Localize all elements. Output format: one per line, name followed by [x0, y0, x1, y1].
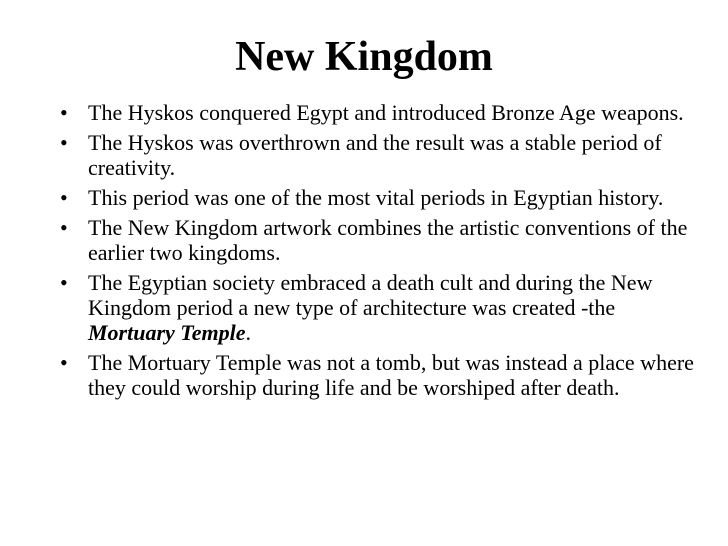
- slide-title: New Kingdom: [235, 34, 493, 80]
- bullet-text: This period was one of the most vital periods in Egyptian history.: [88, 185, 664, 210]
- bullet-item: [60, 270, 700, 345]
- bullet-item: [60, 215, 700, 265]
- bullet-icon: •: [60, 215, 68, 240]
- bullet-text: The Hyskos was overthrown and the result was a stable period of creativity.: [88, 130, 662, 180]
- bullet-icon: •: [60, 270, 68, 295]
- bullet-item: [60, 185, 700, 210]
- bullet-text: The New Kingdom artwork combines the artistic conventions of the earlier two kingdoms.: [88, 215, 688, 265]
- bullet-text: The Hyskos conquered Egypt and introduced Bronze Age weapons.: [88, 100, 684, 125]
- bullet-icon: •: [60, 350, 68, 375]
- bullet-text-end: .: [245, 320, 251, 345]
- bullet-item: [60, 100, 700, 125]
- bullet-icon: •: [60, 130, 68, 155]
- bullet-item: [60, 350, 700, 400]
- bullet-list: [60, 100, 700, 405]
- bullet-icon: •: [60, 100, 68, 125]
- bullet-item: [60, 130, 700, 180]
- bullet-text: The Egyptian society embraced a death cult and during the New Kingdom period a new type of architecture was created -the: [88, 270, 653, 320]
- bullet-emphasis: Mortuary Temple: [88, 320, 246, 345]
- bullet-icon: •: [60, 185, 68, 210]
- bullet-text: The Mortuary Temple was not a tomb, but was instead a place where they could worship during life and be worshiped after death.: [88, 350, 694, 400]
